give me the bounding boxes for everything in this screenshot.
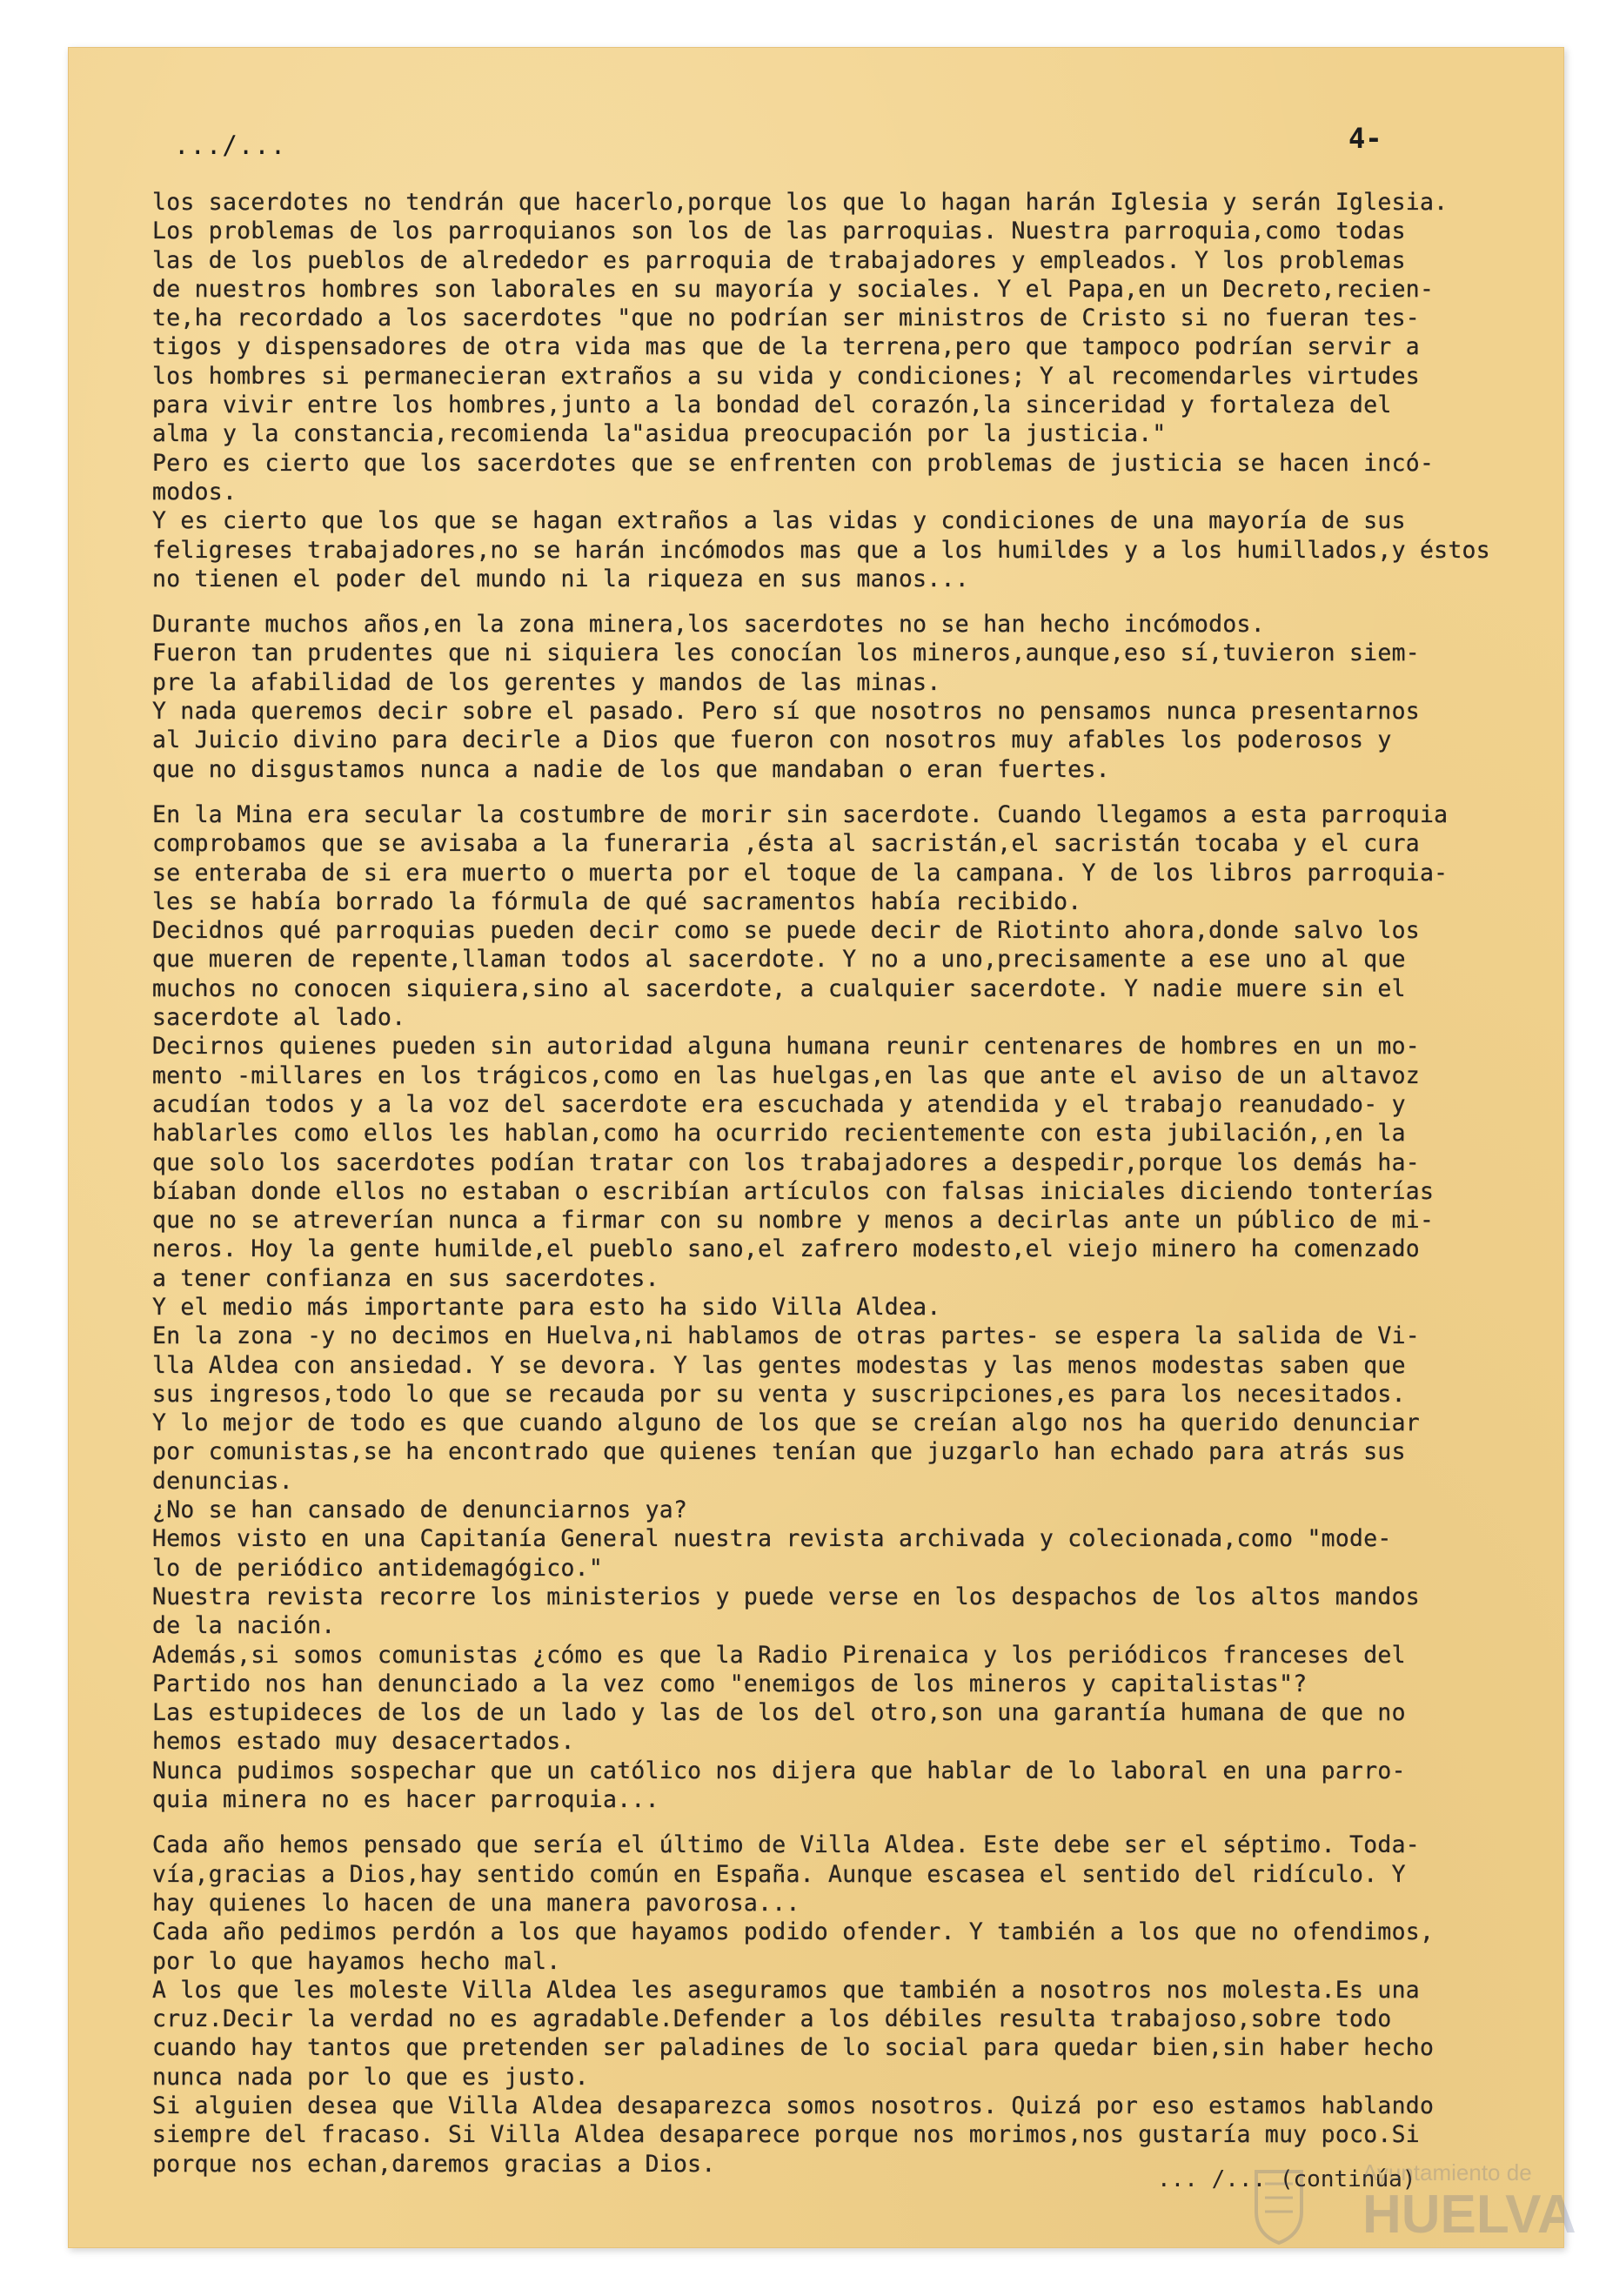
text-line: A los que les moleste Villa Aldea les aseguramos que también a nosotros nos molesta.Es una [152, 1976, 1420, 2004]
text-line: hay quienes lo hacen de una manera pavorosa... [152, 1889, 800, 1917]
text-line: les se había borrado la fórmula de qué sacramentos había recibido. [152, 887, 1082, 915]
text-line: pre la afabilidad de los gerentes y mandos de las minas. [152, 668, 941, 696]
text-line: En la zona -y no decimos en Huelva,ni hablamos de otras partes- se espera la salida de Vi- [152, 1322, 1420, 1350]
text-line: para vivir entre los hombres,junto a la bondad del corazón,la sinceridad y fortaleza del [152, 392, 1392, 419]
text-line: Durante muchos años,en la zona minera,los sacerdotes no se han hecho incómodos. [152, 611, 1265, 639]
text-line: cuando hay tantos que pretenden ser paladines de lo social para quedar bien,sin haber hecho [152, 2034, 1435, 2062]
continuation-footer: ... /... (continúa) [1157, 2166, 1416, 2192]
text-line: nunca nada por lo que es justo. [152, 2063, 589, 2091]
text-line: Los problemas de los parroquianos son los de las parroquias. Nuestra parroquia,como todas [152, 218, 1406, 245]
text-line: te,ha recordado a los sacerdotes "que no podrían ser ministros de Cristo si no fueran tes- [152, 305, 1420, 332]
paragraph [152, 800, 1479, 1814]
text-line: a tener confianza en sus sacerdotes. [152, 1264, 659, 1292]
text-line: lla Aldea con ansiedad. Y se devora. Y las gentes modestas y las menos modestas saben que [152, 1351, 1406, 1379]
text-line: porque nos echan,daremos gracias a Dios. [152, 2150, 716, 2178]
text-line: Decidnos qué parroquias pueden decir como se puede decir de Riotinto ahora,donde salvo los [152, 917, 1420, 945]
text-line: quia minera no es hacer parroquia... [152, 1786, 659, 1814]
text-line: vía,gracias a Dios,hay sentido común en España. Aunque escasea el sentido del ridículo. Y [152, 1860, 1406, 1888]
text-line: muchos no conocen siquiera,sino al sacerdote, a cualquier sacerdote. Y nadie muere sin el [152, 974, 1406, 1002]
continuation-marker: .../... [174, 131, 287, 160]
text-line: En la Mina era secular la costumbre de morir sin sacerdote. Cuando llegamos a esta parroquia [152, 800, 1449, 828]
text-line: modos. [152, 478, 238, 505]
text-line: por lo que hayamos hecho mal. [152, 1947, 561, 1975]
text-line: se enteraba de si era muerto o muerta por el toque de la campana. Y de los libros parroquia- [152, 859, 1449, 887]
watermark-logo [1253, 2158, 1576, 2262]
text-line: Nunca pudimos sospechar que un católico nos dijera que hablar de lo laboral en una parro- [152, 1757, 1406, 1784]
text-line: ¿No se han cansado de denunciarnos ya? [152, 1496, 688, 1524]
text-line: sus ingresos,todo lo que se recauda por su venta y suscripciones,es para los necesitados. [152, 1380, 1406, 1408]
text-line: Y lo mejor de todo es que cuando alguno de los que se creían algo nos ha querido denunciar [152, 1409, 1420, 1437]
text-line: feligreses trabajadores,no se harán incómodos mas que a los humildes y a los humillados,y éstos [152, 536, 1490, 564]
text-line: Pero es cierto que los sacerdotes que se enfrenten con problemas de justicia se hacen incó- [152, 449, 1435, 477]
text-line: mento -millares en los trágicos,como en las huelgas,en las que ante el aviso de un altavoz [152, 1061, 1420, 1089]
text-line: que solo los sacerdotes podían tratar con los trabajadores a despedir,porque los demás ha- [152, 1148, 1420, 1176]
paragraph [152, 610, 1479, 784]
text-line: que mueren de repente,llaman todos al sacerdote. Y no a uno,precisamente a ese uno al que [152, 946, 1406, 974]
text-line: Cada año hemos pensado que sería el último de Villa Aldea. Este debe ser el séptimo. Toda- [152, 1831, 1420, 1859]
text-line: denuncias. [152, 1467, 293, 1495]
document-body [152, 188, 1490, 2195]
text-line: hemos estado muy desacertados. [152, 1728, 575, 1756]
text-line: Cada año pedimos perdón a los que hayamos podido ofender. Y también a los que no ofendimos, [152, 1918, 1435, 1946]
text-line: Si alguien desea que Villa Aldea desaparezca somos nosotros. Quizá por eso estamos hablando [152, 2092, 1435, 2119]
text-line: lo de periódico antidemagógico." [152, 1554, 604, 1582]
text-line: las de los pueblos de alrededor es parroquia de trabajadores y empleados. Y los problemas [152, 246, 1406, 274]
text-line: Nuestra revista recorre los ministerios y puede verse en los despachos de los altos mandos [152, 1583, 1420, 1610]
text-line: los sacerdotes no tendrán que hacerlo,porque los que lo hagan harán Iglesia y serán Iglesia. [152, 189, 1449, 216]
text-line: Decirnos quienes pueden sin autoridad alguna humana reunir centenares de hombres en un mo- [152, 1033, 1420, 1061]
text-line: que no disgustamos nunca a nadie de los que mandaban o eran fuertes. [152, 755, 1110, 783]
text-line: siempre del fracaso. Si Villa Aldea desaparece porque nos morimos,nos gustaría muy poco.Si [152, 2121, 1420, 2149]
watermark-line-1: Ayuntamiento de [1362, 2159, 1532, 2186]
watermark-line-2: HUELVA [1362, 2185, 1576, 2245]
paragraph [152, 188, 1490, 593]
text-line: de nuestros hombres son laborales en su mayoría y sociales. Y el Papa,en un Decreto,recien- [152, 275, 1435, 303]
text-line: sacerdote al lado. [152, 1004, 406, 1032]
text-line: Y el medio más importante para esto ha sido Villa Aldea. [152, 1293, 941, 1321]
text-line: Y nada queremos decir sobre el pasado. Pero sí que nosotros no pensamos nunca presentarnos [152, 698, 1420, 726]
text-line: los hombres si permanecieran extraños a su vida y condiciones; Y al recomendarles virtudes [152, 362, 1420, 390]
text-line: neros. Hoy la gente humilde,el pueblo sano,el zafrero modesto,el viejo minero ha comenzado [152, 1235, 1420, 1263]
text-line: Además,si somos comunistas ¿cómo es que la Radio Pirenaica y los periódicos franceses del [152, 1641, 1406, 1669]
text-line: tigos y dispensadores de otra vida mas que de la terrena,pero que tampoco podrían servir a [152, 333, 1420, 361]
text-line: alma y la constancia,recomienda la"asidua preocupación por la justicia." [152, 420, 1167, 448]
text-line: hablarles como ellos les hablan,como ha ocurrido recientemente con esta jubilación,,en la [152, 1120, 1406, 1148]
text-line: Hemos visto en una Capitanía General nuestra revista archivada y colecionada,como "mode- [152, 1525, 1392, 1553]
text-line: Y es cierto que los que se hagan extraños a las vidas y condiciones de una mayoría de sus [152, 507, 1406, 535]
text-line: que no se atreverían nunca a firmar con su nombre y menos a decirlas ante un público de mi- [152, 1207, 1435, 1235]
text-line: al Juicio divino para decirle a Dios que fueron con nosotros muy afables los poderosos y [152, 726, 1392, 754]
text-line: no tienen el poder del mundo ni la riqueza en sus manos... [152, 565, 969, 592]
text-line: acudían todos y a la voz del sacerdote era escuchada y atendida y el trabajo reanudado- y [152, 1090, 1406, 1118]
text-line: Fueron tan prudentes que ni siquiera les conocían los mineros,aunque,eso sí,tuvieron siem- [152, 639, 1420, 667]
page-number: 4- [1348, 122, 1382, 155]
text-line: Partido nos han denunciado a la vez como "enemigos de los mineros y capitalistas"? [152, 1670, 1308, 1697]
text-line: cruz.Decir la verdad no es agradable.Defender a los débiles resulta trabajoso,sobre todo [152, 2005, 1392, 2033]
text-line: de la nación. [152, 1612, 336, 1640]
text-line: bíaban donde ellos no estaban o escribían artículos con falsas iniciales diciendo tonterías [152, 1177, 1435, 1205]
text-line: comprobamos que se avisaba a la funeraria ,ésta al sacristán,el sacristán tocaba y el cura [152, 830, 1420, 858]
shield-icon [1253, 2166, 1305, 2245]
paragraph [152, 1831, 1479, 2179]
text-line: Las estupideces de los de un lado y las de los del otro,son una garantía humana de que no [152, 1699, 1406, 1727]
text-line: por comunistas,se ha encontrado que quienes tenían que juzgarlo han echado para atrás sus [152, 1438, 1406, 1466]
